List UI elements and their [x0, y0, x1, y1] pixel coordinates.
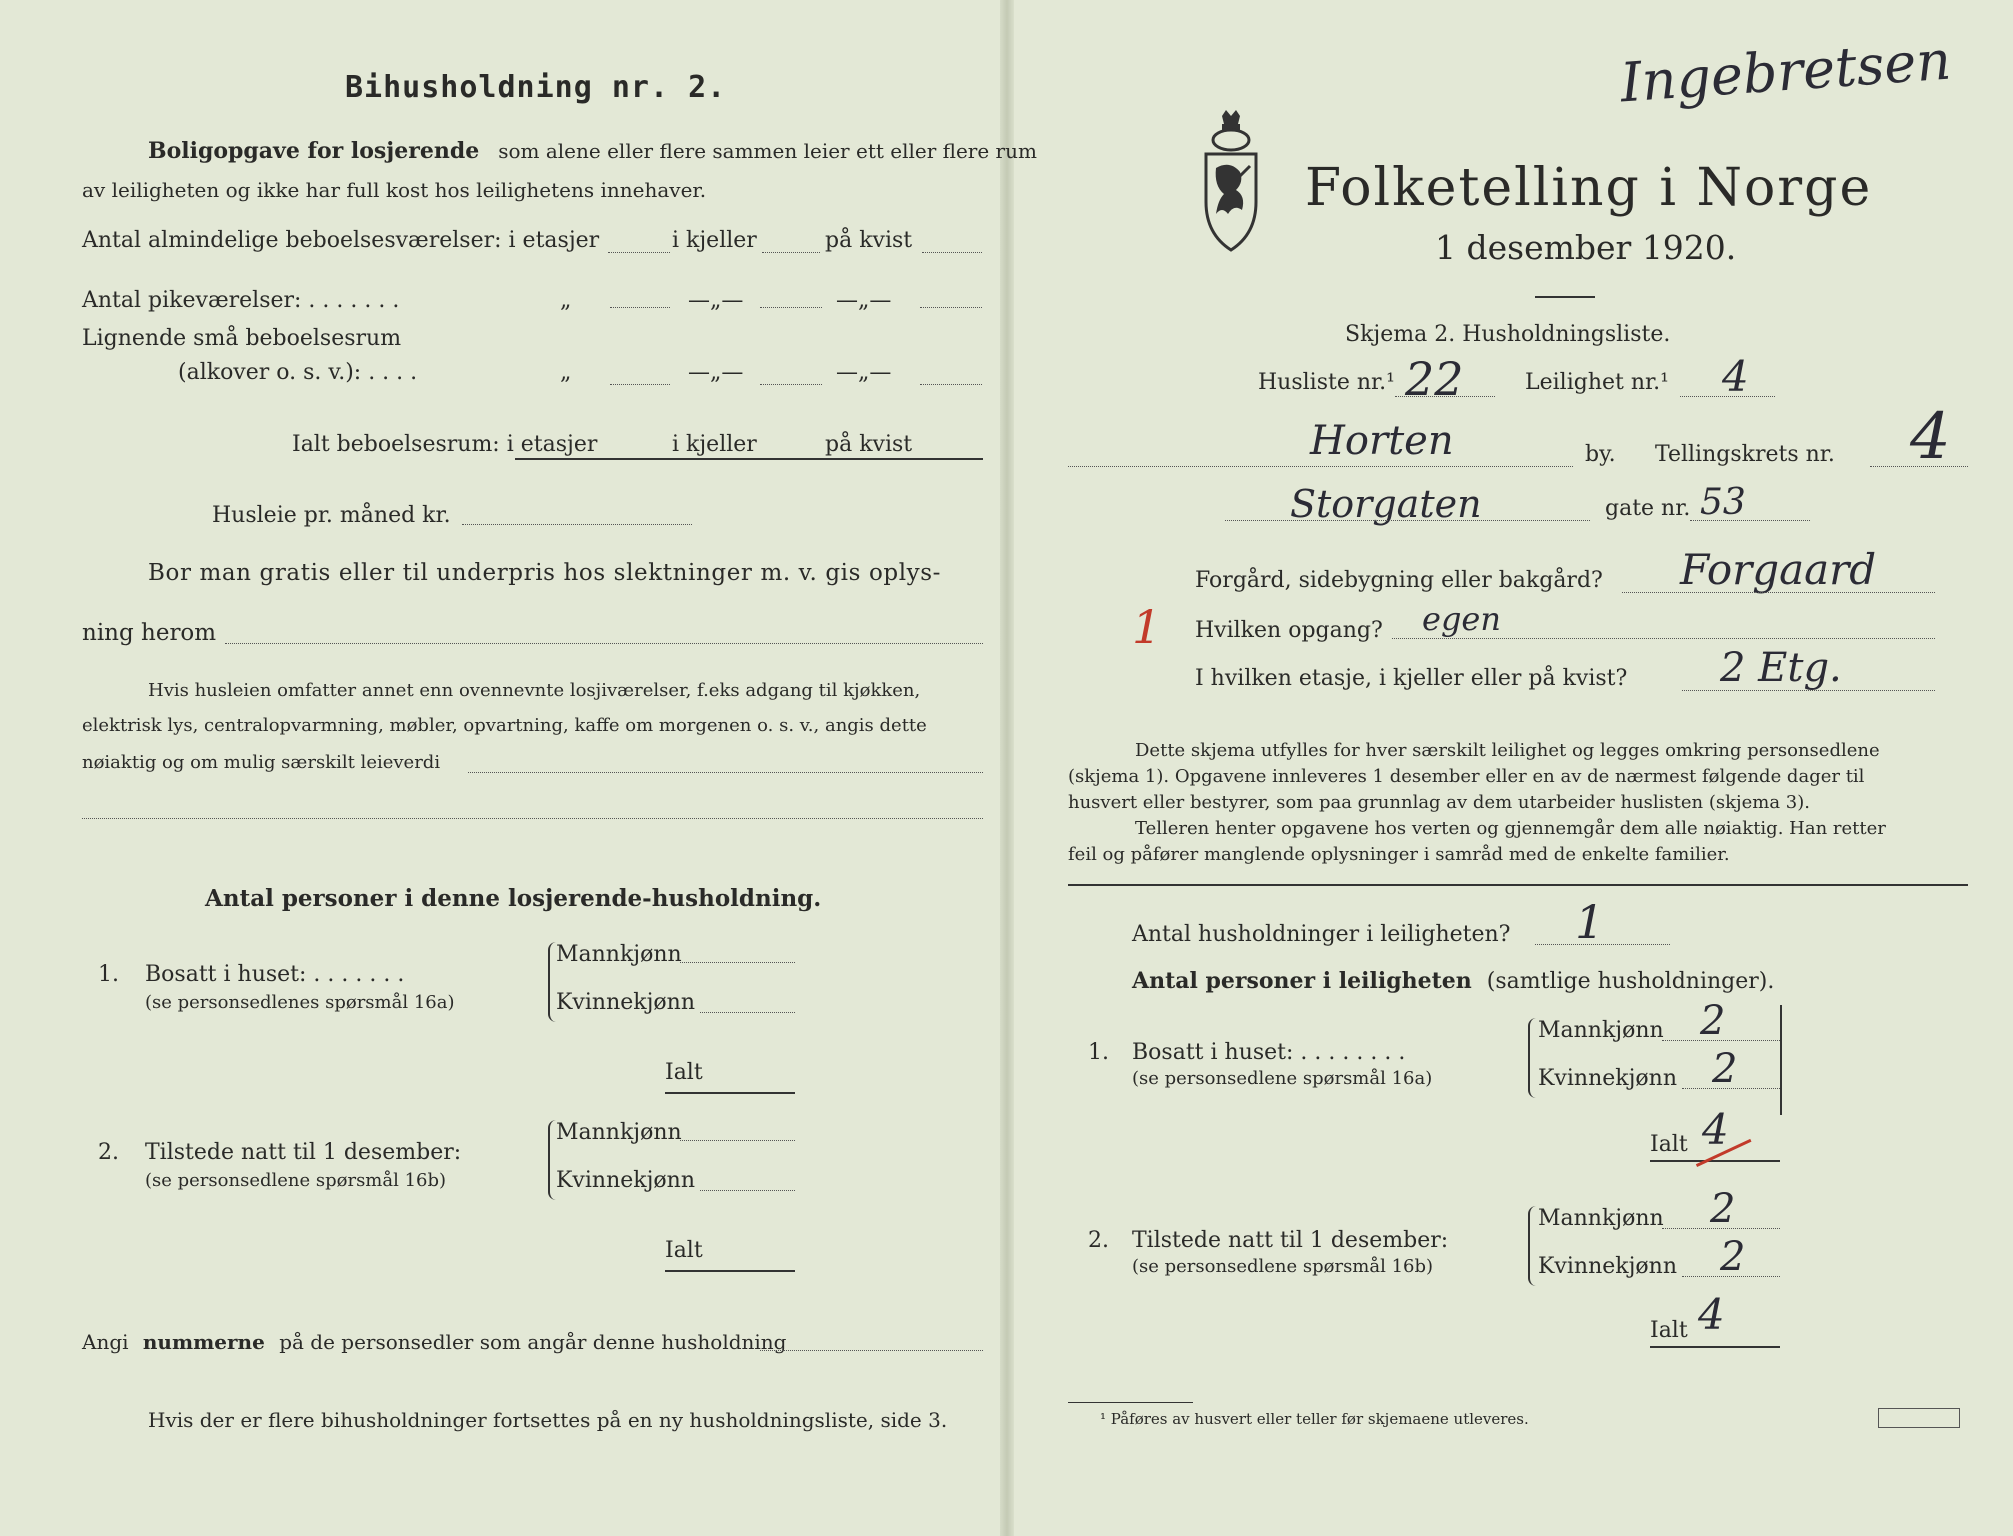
left-q1-mann: Mannkjønn: [556, 942, 682, 967]
rooms-kvist-line[interactable]: [922, 252, 982, 253]
ialt-rooms-underline: [515, 458, 983, 460]
left-q2-sub: (se personsedlene spørsmål 16b): [145, 1170, 447, 1191]
gate-nr-line: [1690, 520, 1810, 521]
pike-line-2[interactable]: [760, 307, 822, 308]
lignende-ditto-2: —„—: [688, 360, 744, 385]
leilighet-line: [1680, 396, 1775, 397]
right-q2-ialt: Ialt: [1650, 1318, 1688, 1343]
intro-bold: Boligopgave for losjerende: [148, 138, 480, 164]
left-q1-ialt-line[interactable]: [665, 1092, 795, 1094]
persons-title: Antal personer i denne losjerende-husholdning.: [205, 885, 822, 912]
footnote: ¹ Påføres av husvert eller teller før skjemaene utleveres.: [1100, 1410, 1529, 1428]
left-q1-label: Bosatt i huset: . . . . . . .: [145, 962, 405, 987]
antal-pers-line: [1132, 968, 1774, 994]
right-q1-sub: (se personsedlene spørsmål 16a): [1132, 1068, 1433, 1089]
gate-value[interactable]: Storgaten: [1290, 482, 1482, 526]
right-q1-tick: [1768, 1005, 1782, 1115]
left-q2-mann-line[interactable]: [680, 1140, 795, 1141]
bor-line-1: Bor man gratis eller til underpris hos slektninger m. v. gis oplys-: [148, 560, 942, 586]
left-q1-mann-line[interactable]: [680, 962, 795, 963]
angi-post: på de personsedler som angår denne husholdning: [279, 1330, 787, 1354]
lignende-line-2[interactable]: [760, 384, 822, 385]
red-margin-mark: 1: [1132, 600, 1162, 654]
pike-line-3[interactable]: [920, 307, 982, 308]
right-q2-kvinne-line: [1682, 1276, 1780, 1277]
opgang-value[interactable]: egen: [1422, 600, 1501, 638]
husliste-label: Husliste nr.¹: [1258, 370, 1395, 395]
etasje-label: I hvilken etasje, i kjeller eller på kvist?: [1195, 666, 1628, 691]
lignende-ditto: „: [560, 360, 572, 385]
dette-line-2: (skjema 1). Opgavene innleveres 1 desember eller en av de nærmest følgende dager til: [1068, 766, 1865, 787]
pike-line-1[interactable]: [610, 307, 670, 308]
left-q1-ialt: Ialt: [665, 1060, 703, 1085]
skjema-label: Skjema 2. Husholdningsliste.: [1345, 322, 1671, 347]
husleie-line[interactable]: [462, 524, 692, 525]
antal-hush-label: Antal husholdninger i leiligheten?: [1132, 922, 1511, 947]
right-q1-mann: Mannkjønn: [1538, 1018, 1664, 1043]
gate-nr-value[interactable]: 53: [1700, 482, 1746, 523]
intro-line-2: av leiligheten og ikke har full kost hos leilighetens innehaver.: [82, 178, 707, 202]
left-q1-num: 1.: [98, 962, 119, 987]
page-fold: [1000, 0, 1014, 1536]
left-q2-num: 2.: [98, 1140, 119, 1165]
right-q1-ialt-value[interactable]: 4: [1702, 1105, 1729, 1154]
by-label: by.: [1585, 442, 1616, 467]
gate-line: [1225, 520, 1590, 521]
opgang-label: Hvilken opgang?: [1195, 618, 1383, 643]
hvis-line-3: nøiaktig og om mulig særskilt leieverdi: [82, 752, 441, 773]
printer-stamp: [1878, 1408, 1960, 1428]
rooms-label: Antal almindelige beboelsesværelser: i etasjer: [82, 228, 600, 253]
ialt-rooms-kvist: på kvist: [825, 432, 913, 457]
rooms-kjeller-line[interactable]: [762, 252, 820, 253]
hvis-extra-line[interactable]: [82, 818, 983, 819]
main-title: Folketelling i Norge: [1305, 158, 1873, 218]
title-rule: [1535, 296, 1595, 298]
etasje-line: [1682, 690, 1935, 691]
angi-bold: nummerne: [142, 1330, 265, 1354]
right-q1-num: 1.: [1088, 1040, 1109, 1065]
right-q1-mann-line: [1662, 1040, 1780, 1041]
antal-pers-bold: Antal personer i leiligheten: [1132, 968, 1472, 994]
tellingskrets-label: Tellingskrets nr.: [1655, 442, 1835, 467]
ialt-rooms-label: Ialt beboelsesrum: i etasjer: [292, 432, 598, 457]
right-q2-mann-line: [1662, 1228, 1780, 1229]
intro-line-1: [148, 138, 1037, 164]
footnote-rule: [1068, 1402, 1193, 1403]
right-q2-mann: Mannkjønn: [1538, 1206, 1664, 1231]
right-q1-ialt: Ialt: [1650, 1132, 1688, 1157]
tellingskrets-value[interactable]: 4: [1910, 400, 1951, 474]
angi-field-line[interactable]: [760, 1350, 983, 1351]
right-q2-mann-value[interactable]: 2: [1710, 1186, 1736, 1232]
hvis-line-2: elektrisk lys, centralopvarmning, møbler, opvartning, kaffe om morgenen o. s. v., angis dette: [82, 715, 927, 736]
right-q1-kvinne-line: [1682, 1088, 1780, 1089]
lignende-label-2: (alkover o. s. v.): . . . .: [178, 360, 418, 385]
right-q1-label: Bosatt i huset: . . . . . . . .: [1132, 1040, 1406, 1065]
forgaard-value[interactable]: Forgaard: [1680, 545, 1877, 594]
angi-line: [82, 1330, 786, 1354]
instructions-rule: [1068, 884, 1968, 886]
left-q2-ialt-line[interactable]: [665, 1270, 795, 1272]
bor-line[interactable]: [225, 643, 983, 644]
hw-surname: Ingebretsen: [1618, 28, 1953, 115]
angi-pre: Angi: [82, 1330, 129, 1354]
right-q2-ialt-line: [1650, 1346, 1780, 1348]
dette-line-4: Telleren henter opgavene hos verten og gjennemgår dem alle nøiaktig. Han retter: [1135, 818, 1886, 839]
pike-ditto-2: —„—: [688, 288, 744, 313]
lignende-label-1: Lignende små beboelsesrum: [82, 326, 402, 351]
rooms-etasjer-line[interactable]: [608, 252, 670, 253]
left-q1-kvinne-line[interactable]: [700, 1012, 795, 1013]
lignende-ditto-3: —„—: [836, 360, 892, 385]
right-q2-label: Tilstede natt til 1 desember:: [1132, 1228, 1449, 1253]
antal-hush-line: [1535, 944, 1670, 945]
tellingskrets-line: [1870, 466, 1968, 467]
hvis-line-1: Hvis husleien omfatter annet enn ovennevnte losjiværelser, f.eks adgang til kjøkken,: [148, 680, 921, 701]
norway-coat-of-arms-icon: [1200, 110, 1262, 255]
left-q2-label: Tilstede natt til 1 desember:: [145, 1140, 462, 1165]
dette-line-1: Dette skjema utfylles for hver særskilt leilighet og legges omkring personsedlene: [1135, 740, 1880, 761]
rooms-kvist: på kvist: [825, 228, 913, 253]
pike-ditto: „: [560, 288, 572, 313]
left-q1-kvinne: Kvinnekjønn: [556, 990, 695, 1015]
intro-rest: som alene eller flere sammen leier ett eller flere rum: [498, 139, 1037, 163]
leilighet-label: Leilighet nr.¹: [1525, 370, 1669, 395]
bor-line-2: ning herom: [82, 620, 217, 646]
etasje-value[interactable]: 2 Etg.: [1720, 645, 1842, 691]
dette-line-3: husvert eller bestyrer, som paa grunnlag av dem utarbeider huslisten (skjema 3).: [1068, 792, 1810, 813]
left-footer: Hvis der er flere bihusholdninger fortsettes på en ny husholdningsliste, side 3.: [148, 1408, 948, 1432]
husliste-line: [1395, 396, 1495, 397]
gate-label: gate nr.: [1605, 496, 1691, 521]
forgaard-label: Forgård, sidebygning eller bakgård?: [1195, 568, 1603, 593]
left-title: Bihusholdning nr. 2.: [345, 70, 727, 105]
left-q2-kvinne: Kvinnekjønn: [556, 1168, 695, 1193]
lignende-line-1[interactable]: [610, 384, 670, 385]
census-date: 1 desember 1920.: [1435, 228, 1737, 267]
right-q1-kvinne: Kvinnekjønn: [1538, 1066, 1677, 1091]
right-q1-kvinne-value[interactable]: 2: [1712, 1046, 1738, 1092]
left-q1-sub: (se personsedlenes spørsmål 16a): [145, 992, 455, 1013]
by-line: [1068, 466, 1573, 467]
hvis-line[interactable]: [468, 772, 983, 773]
left-q2-ialt: Ialt: [665, 1238, 703, 1263]
right-q2-num: 2.: [1088, 1228, 1109, 1253]
left-q2-mann: Mannkjønn: [556, 1120, 682, 1145]
lignende-line-3[interactable]: [920, 384, 982, 385]
pike-ditto-3: —„—: [836, 288, 892, 313]
right-q2-kvinne: Kvinnekjønn: [1538, 1254, 1677, 1279]
dette-line-5: feil og påfører manglende oplysninger i samråd med de enkelte familier.: [1068, 844, 1730, 865]
antal-pers-rest: (samtlige husholdninger).: [1486, 969, 1775, 994]
pike-label: Antal pikeværelser: . . . . . . .: [82, 288, 400, 313]
opgang-line: [1392, 638, 1935, 639]
leilighet-value[interactable]: 4: [1722, 352, 1749, 401]
right-q2-kvinne-value[interactable]: 2: [1720, 1234, 1746, 1280]
rooms-kjeller: i kjeller: [672, 228, 757, 253]
right-q2-ialt-value[interactable]: 4: [1698, 1290, 1725, 1339]
right-q1-mann-value[interactable]: 2: [1700, 998, 1726, 1044]
husliste-value[interactable]: 22: [1405, 352, 1464, 406]
ialt-rooms-kjeller: i kjeller: [672, 432, 757, 457]
left-q2-kvinne-line[interactable]: [700, 1190, 795, 1191]
antal-hush-value[interactable]: 1: [1575, 895, 1605, 949]
by-value[interactable]: Horten: [1310, 418, 1454, 464]
husleie-label: Husleie pr. måned kr.: [212, 503, 451, 528]
right-q2-sub: (se personsedlene spørsmål 16b): [1132, 1256, 1434, 1277]
forgaard-line: [1622, 592, 1935, 593]
